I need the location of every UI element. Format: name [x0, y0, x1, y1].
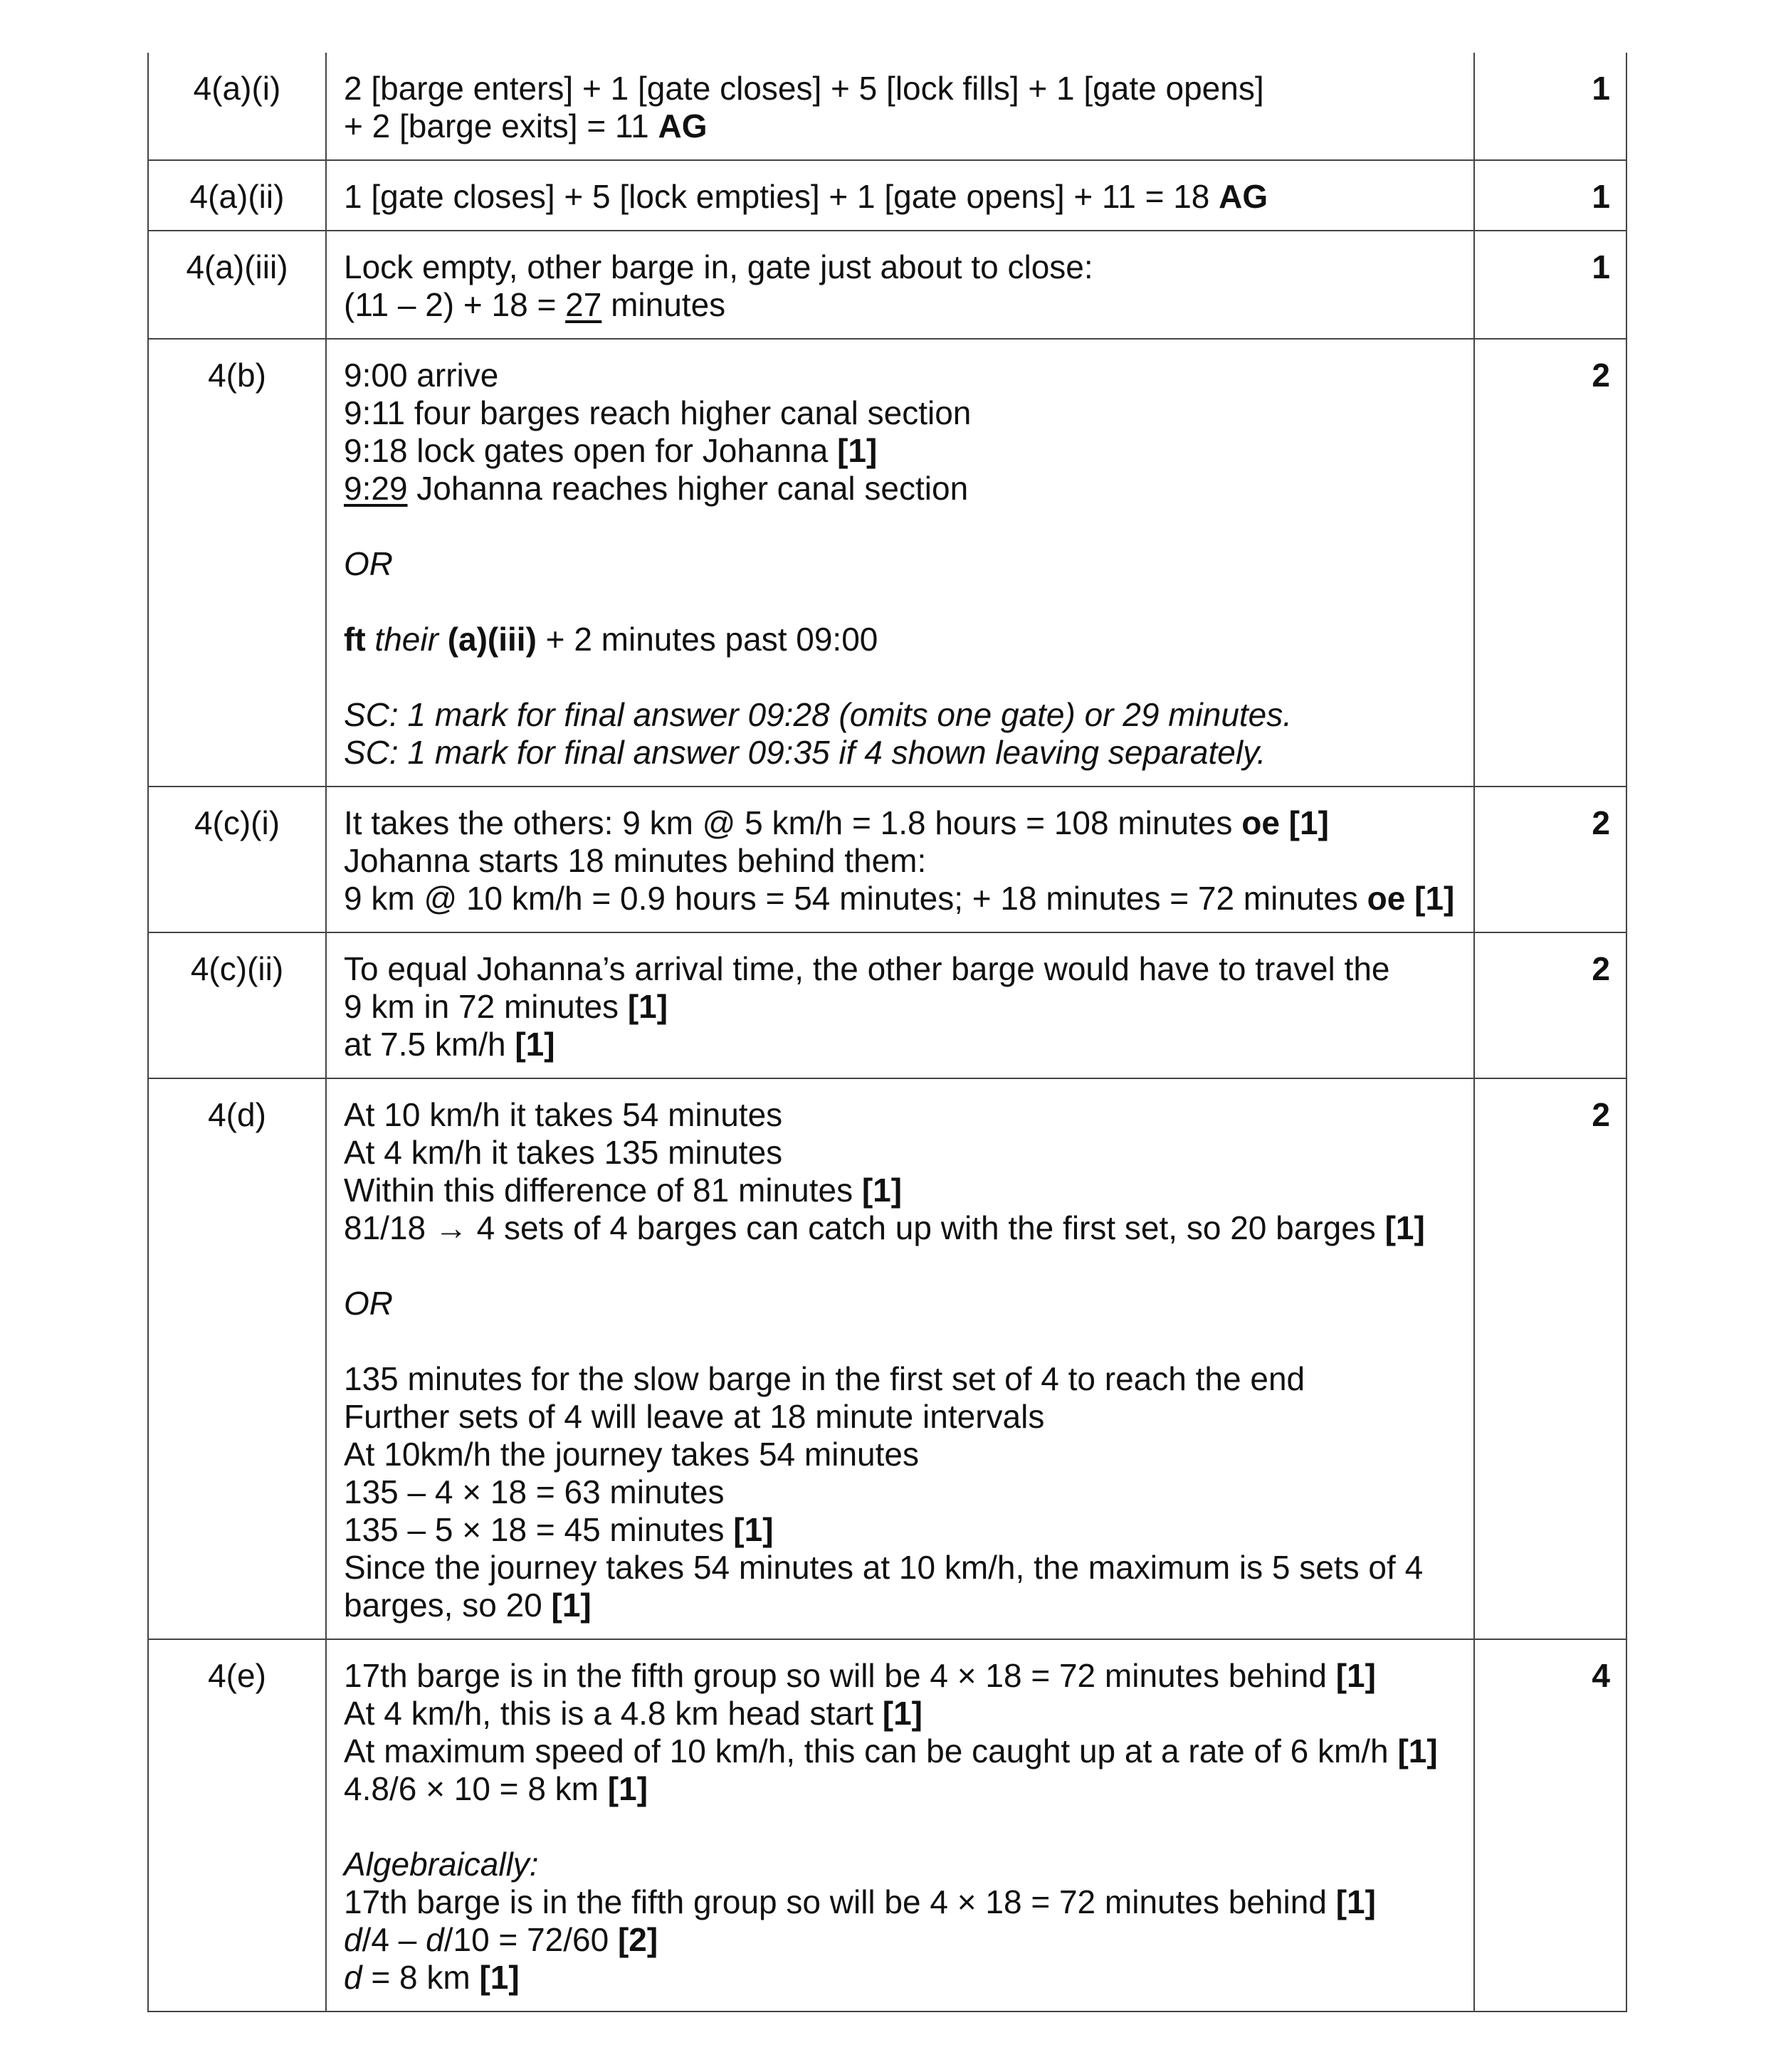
answer-line — [344, 1398, 1456, 1436]
answer-text: = 8 km — [362, 1959, 480, 1996]
answer-text: It takes the others: 9 km @ 5 km/h = 1.8 hours = 108 minutes — [344, 804, 1242, 841]
answer-line — [344, 1846, 1456, 1883]
answer-line — [344, 394, 1456, 432]
mark-scheme-row — [148, 932, 1626, 1078]
answer-text: At 10 km/h it takes 54 minutes — [344, 1096, 783, 1133]
marks-cell: 2 — [1474, 339, 1626, 787]
answer-text: At 4 km/h, this is a 4.8 km head start — [344, 1695, 883, 1732]
answer-text: minutes — [601, 286, 726, 323]
answer-text: 17th barge is in the fifth group so will be 4 × 18 = 72 minutes behind — [344, 1657, 1336, 1694]
answer-text: SC: 1 mark for final answer 09:35 if 4 shown leaving separately. — [344, 734, 1266, 771]
answer-text: 9 km in 72 minutes — [344, 988, 628, 1025]
answer-line — [344, 734, 1456, 772]
blank-line — [344, 658, 1456, 696]
answer-line — [344, 1921, 1456, 1959]
answer-line — [344, 470, 1456, 508]
answer-text: (11 – 2) + 18 = — [344, 286, 566, 323]
answer-cell — [326, 231, 1474, 339]
answer-line — [344, 107, 1456, 145]
question-number-cell: 4(e) — [148, 1639, 326, 2011]
answer-text: [1] — [1335, 1657, 1376, 1694]
answer-line — [344, 1026, 1456, 1063]
answer-text: 135 – 5 × 18 = 45 minutes — [344, 1511, 734, 1548]
answer-line — [344, 804, 1456, 842]
answer-text: + 2 minutes past 09:00 — [536, 621, 878, 658]
answer-text: AG — [1219, 178, 1268, 215]
answer-text: d — [344, 1921, 362, 1958]
answer-line — [344, 286, 1456, 324]
answer-line — [344, 70, 1456, 107]
blank-line — [344, 1808, 1456, 1846]
marks-cell: 4 — [1474, 1639, 1626, 2011]
answer-text: [2] — [617, 1921, 658, 1958]
mark-scheme-row — [148, 1078, 1626, 1639]
answer-text: 81/18 → 4 sets of 4 barges can catch up with the first set, so 20 barges — [344, 1209, 1385, 1246]
marks-cell: 2 — [1474, 932, 1626, 1078]
answer-text — [366, 621, 375, 658]
marks-cell: 1 — [1474, 53, 1626, 160]
answer-text: SC: 1 mark for final answer 09:28 (omits one gate) or 29 minutes. — [344, 696, 1293, 733]
answer-text: their — [374, 621, 438, 658]
answer-text: ft — [344, 621, 366, 658]
answer-line — [344, 1959, 1456, 1997]
answer-text: [1] — [837, 432, 878, 469]
answer-text — [438, 621, 448, 658]
answer-text: [1] — [479, 1959, 520, 1996]
answer-cell — [326, 1639, 1474, 2011]
blank-line — [344, 583, 1456, 621]
answer-text: To equal Johanna’s arrival time, the other barge would have to travel the — [344, 950, 1390, 987]
answer-text: [1] — [1384, 1209, 1425, 1246]
answer-text: At maximum speed of 10 km/h, this can be caught up at a rate of 6 km/h — [344, 1732, 1398, 1769]
answer-text: Further sets of 4 will leave at 18 minute intervals — [344, 1398, 1045, 1435]
answer-text: [1] — [607, 1770, 648, 1807]
answer-text: 9:18 lock gates open for Johanna — [344, 432, 838, 469]
answer-text: /10 = 72/60 — [443, 1921, 618, 1958]
answer-text: barges, so 20 — [344, 1587, 552, 1624]
answer-line — [344, 1511, 1456, 1549]
answer-line — [344, 357, 1456, 394]
answer-cell — [326, 932, 1474, 1078]
answer-text: OR — [344, 545, 393, 582]
answer-text: Johanna reaches higher canal section — [407, 470, 969, 507]
answer-cell — [326, 339, 1474, 787]
question-number-cell: 4(d) — [148, 1078, 326, 1639]
blank-line — [344, 1247, 1456, 1285]
answer-text: [1] — [627, 988, 668, 1025]
answer-text: 135 minutes for the slow barge in the first set of 4 to reach the end — [344, 1360, 1305, 1397]
answer-line — [344, 1473, 1456, 1511]
marks-cell: 1 — [1474, 231, 1626, 339]
mark-scheme-row — [148, 339, 1626, 787]
answer-line — [344, 178, 1456, 216]
mark-scheme-row — [148, 231, 1626, 339]
answer-text: [1] — [1335, 1883, 1376, 1920]
answer-line — [344, 621, 1456, 658]
answer-text: oe [1] — [1367, 880, 1455, 917]
answer-text: 17th barge is in the fifth group so will be 4 × 18 = 72 minutes behind — [344, 1883, 1336, 1920]
answer-text: d — [426, 1921, 444, 1958]
answer-line — [344, 1587, 1456, 1624]
answer-text: + 2 [barge exits] = 11 — [344, 107, 658, 144]
blank-line — [344, 508, 1456, 545]
mark-scheme-row — [148, 1639, 1626, 2011]
answer-line — [344, 1172, 1456, 1209]
answer-text: At 10km/h the journey takes 54 minutes — [344, 1436, 919, 1473]
answer-line — [344, 880, 1456, 917]
answer-text: At 4 km/h it takes 135 minutes — [344, 1134, 783, 1171]
answer-line — [344, 842, 1456, 880]
answer-text: 135 – 4 × 18 = 63 minutes — [344, 1473, 725, 1510]
answer-text: at 7.5 km/h — [344, 1026, 515, 1063]
answer-text: 4.8/6 × 10 = 8 km — [344, 1770, 608, 1807]
answer-text: Within this difference of 81 minutes — [344, 1172, 862, 1209]
question-number-cell: 4(b) — [148, 339, 326, 787]
answer-text: 2 [barge enters] + 1 [gate closes] + 5 [lock fills] + 1 [gate opens] — [344, 70, 1264, 107]
mark-scheme-row — [148, 53, 1626, 160]
answer-line — [344, 248, 1456, 286]
answer-text: Since the journey takes 54 minutes at 10 km/h, the maximum is 5 sets of 4 — [344, 1549, 1424, 1586]
answer-line — [344, 1732, 1456, 1770]
answer-text: d — [344, 1959, 362, 1996]
answer-text: [1] — [861, 1172, 903, 1209]
question-number-cell: 4(a)(iii) — [148, 231, 326, 339]
answer-line — [344, 1285, 1456, 1322]
answer-text: [1] — [551, 1587, 592, 1624]
answer-line — [344, 950, 1456, 988]
answer-line — [344, 1657, 1456, 1695]
answer-text: Johanna starts 18 minutes behind them: — [344, 842, 927, 879]
question-number-cell: 4(c)(i) — [148, 787, 326, 932]
answer-line — [344, 432, 1456, 470]
answer-text: /4 – — [362, 1921, 426, 1958]
mark-scheme-table — [147, 53, 1627, 2012]
answer-text: AG — [658, 107, 708, 144]
answer-text: [1] — [882, 1695, 923, 1732]
answer-line — [344, 696, 1456, 734]
answer-text: [1] — [733, 1511, 774, 1548]
answer-line — [344, 1360, 1456, 1398]
question-number-cell: 4(a)(i) — [148, 53, 326, 160]
question-number-cell: 4(a)(ii) — [148, 160, 326, 231]
mark-scheme-body — [148, 53, 1626, 2011]
answer-text: 9:11 four barges reach higher canal section — [344, 394, 972, 431]
answer-line — [344, 1134, 1456, 1172]
answer-cell — [326, 53, 1474, 160]
answer-text: [1] — [515, 1026, 555, 1063]
question-number-cell: 4(c)(ii) — [148, 932, 326, 1078]
marks-cell: 2 — [1474, 1078, 1626, 1639]
answer-line — [344, 545, 1456, 583]
answer-text: 9 km @ 10 km/h = 0.9 hours = 54 minutes; + 18 minutes = 72 minutes — [344, 880, 1367, 917]
answer-line — [344, 1770, 1456, 1808]
answer-text: [1] — [1397, 1732, 1438, 1769]
answer-cell — [326, 1078, 1474, 1639]
answer-text: oe [1] — [1241, 804, 1329, 841]
answer-line — [344, 1549, 1456, 1587]
answer-text: OR — [344, 1285, 393, 1322]
answer-line — [344, 1096, 1456, 1134]
answer-text: 1 [gate closes] + 5 [lock empties] + 1 [gate opens] + 11 = 18 — [344, 178, 1219, 215]
answer-text: 9:29 — [344, 470, 408, 507]
marks-cell: 1 — [1474, 160, 1626, 231]
answer-cell — [326, 787, 1474, 932]
answer-line — [344, 1695, 1456, 1732]
answer-line — [344, 1883, 1456, 1921]
answer-text: 27 — [565, 286, 602, 323]
answer-text: Lock empty, other barge in, gate just about to close: — [344, 248, 1093, 285]
answer-cell — [326, 160, 1474, 231]
mark-scheme-row — [148, 160, 1626, 231]
answer-line — [344, 988, 1456, 1026]
answer-text: 9:00 arrive — [344, 357, 499, 394]
mark-scheme-row — [148, 787, 1626, 932]
answer-text: Algebraically: — [344, 1846, 539, 1883]
answer-line — [344, 1436, 1456, 1473]
blank-line — [344, 1322, 1456, 1360]
marks-cell: 2 — [1474, 787, 1626, 932]
answer-text: (a)(iii) — [447, 621, 537, 658]
answer-line — [344, 1209, 1456, 1247]
